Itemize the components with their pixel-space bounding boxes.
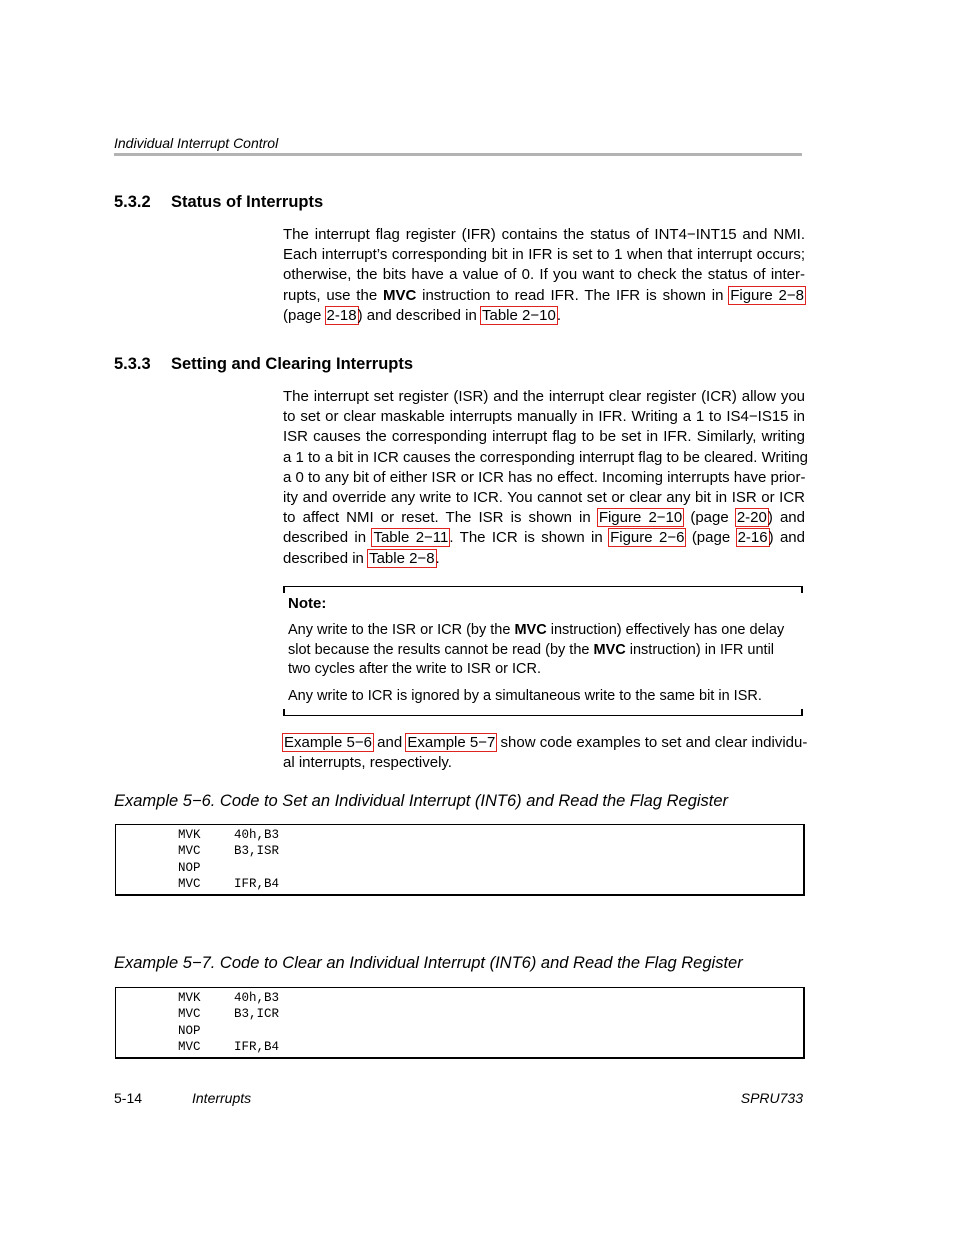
section-heading-5-3-3 [114, 355, 413, 374]
note-corner-tick [801, 586, 803, 593]
examples-paragraph [283, 733, 808, 773]
note-line: two cycles after the write to ISR or ICR. [288, 661, 542, 677]
text-line: rupts, use the MVC instruction to read IFR. The IFR is shown in Figure 2−8 [283, 286, 804, 304]
section-number: 5.3.2 [114, 193, 151, 211]
example-5-6-caption: Example 5−6. Code to Set an Individual Interrupt (INT6) and Read the Flag Register [114, 792, 729, 810]
code-line: MVC B3,ISR [178, 844, 280, 859]
text-line: Each interrupt’s corresponding bit in IFR is set to 1 when that interrupt occurs; [283, 246, 805, 264]
code-line: MVC IFR,B4 [178, 876, 280, 891]
footer-chapter: Interrupts [192, 1090, 252, 1106]
mvc-mnemonic: MVC [382, 286, 417, 304]
text-line: a 0 to any bit of either ISR or ICR has no effect. Incoming interrupts have prior- [283, 468, 806, 486]
note-line: slot because the results cannot be read (by the MVC instruction) in IFR until [288, 641, 775, 658]
text-line: to affect NMI or reset. The ISR is shown in Figure 2−10 (page 2-20) and [283, 509, 805, 527]
link-figure-2-6[interactable]: Figure 2−6 [610, 529, 685, 547]
code-line: NOP [178, 860, 201, 875]
example-5-7-code-box [115, 987, 805, 1059]
link-example-5-6[interactable]: Example 5−6 [284, 734, 372, 751]
example-5-6-code-box [115, 824, 805, 896]
running-header: Individual Interrupt Control [114, 135, 279, 151]
text-line: ISR causes the corresponding interrupt flag to be set in IFR. Similarly, writing [283, 428, 805, 446]
note-paragraph-2: Any write to ICR is ignored by a simultaneous write to the same bit in ISR. [288, 688, 762, 704]
code-line: NOP [178, 1023, 201, 1038]
text-line: described in Table 2−8. [283, 549, 440, 567]
text-line: described in Table 2−11. The ICR is shown in Figure 2−6 (page 2-16) and [283, 529, 805, 547]
section-title: Status of Interrupts [171, 193, 324, 211]
note-paragraph-1 [288, 621, 800, 680]
text-line: otherwise, the bits have a value of 0. If you want to check the status of inter- [283, 266, 805, 284]
note-corner-tick [283, 709, 285, 716]
header-rule [114, 153, 802, 156]
text-line: a 1 to a bit in ICR causes the corresponding interrupt flag to be cleared. Writing [283, 448, 809, 466]
link-page-2-18[interactable]: 2-18 [326, 306, 357, 324]
section-title: Setting and Clearing Interrupts [171, 355, 414, 373]
setting-clearing-paragraph [283, 387, 809, 569]
note-box [283, 586, 803, 716]
note-corner-tick [801, 709, 803, 716]
text-line: to set or clear maskable interrupts manually in IFR. Writing a 1 to IS4−IS15 in [283, 408, 805, 426]
code-line: MVK 40h,B3 [178, 828, 280, 842]
note-top-rule [283, 586, 803, 587]
footer-doc-id: SPRU733 [740, 1090, 803, 1106]
text-line: al interrupts, respectively. [283, 754, 452, 772]
note-bottom-rule [283, 715, 803, 716]
code-line: MVC B3,ICR [178, 1007, 280, 1022]
note-line: Any write to the ISR or ICR (by the MVC instruction) effectively has one delay [288, 622, 785, 638]
link-page-2-16[interactable]: 2-16 [737, 529, 768, 547]
section-heading-5-3-2 [114, 193, 323, 212]
link-table-2-8[interactable]: Table 2−8 [369, 549, 435, 567]
text-line: Example 5−6 and Example 5−7 show code examples to set and clear individu- [284, 734, 808, 751]
note-corner-tick [283, 586, 285, 593]
text-line: The interrupt flag register (IFR) contains the status of INT4−INT15 and NMI. [283, 226, 805, 243]
text-line: (page 2-18) and described in Table 2−10. [283, 306, 561, 324]
link-table-2-11[interactable]: Table 2−11 [373, 529, 449, 547]
code-line: MVK 40h,B3 [178, 991, 280, 1005]
link-page-2-20[interactable]: 2-20 [736, 509, 767, 527]
mvc-mnemonic: MVC [514, 622, 547, 638]
code-line: MVC IFR,B4 [178, 1039, 280, 1054]
link-table-2-10[interactable]: Table 2−10 [481, 306, 556, 324]
footer-page-number: 5-14 [114, 1090, 143, 1106]
section-number: 5.3.3 [114, 355, 151, 373]
link-example-5-7[interactable]: Example 5−7 [407, 734, 496, 751]
note-label: Note: [288, 595, 327, 612]
text-line: ity and override any write to ICR. You cannot set or clear any bit in ISR or ICR [283, 489, 805, 507]
link-figure-2-8[interactable]: Figure 2−8 [730, 286, 804, 304]
text-line: The interrupt set register (ISR) and the interrupt clear register (ICR) allow you [283, 388, 805, 405]
link-figure-2-10[interactable]: Figure 2−10 [598, 509, 683, 527]
mvc-mnemonic: MVC [593, 641, 626, 658]
example-5-7-caption: Example 5−7. Code to Clear an Individual Interrupt (INT6) and Read the Flag Register [114, 954, 743, 972]
status-paragraph [283, 225, 805, 326]
